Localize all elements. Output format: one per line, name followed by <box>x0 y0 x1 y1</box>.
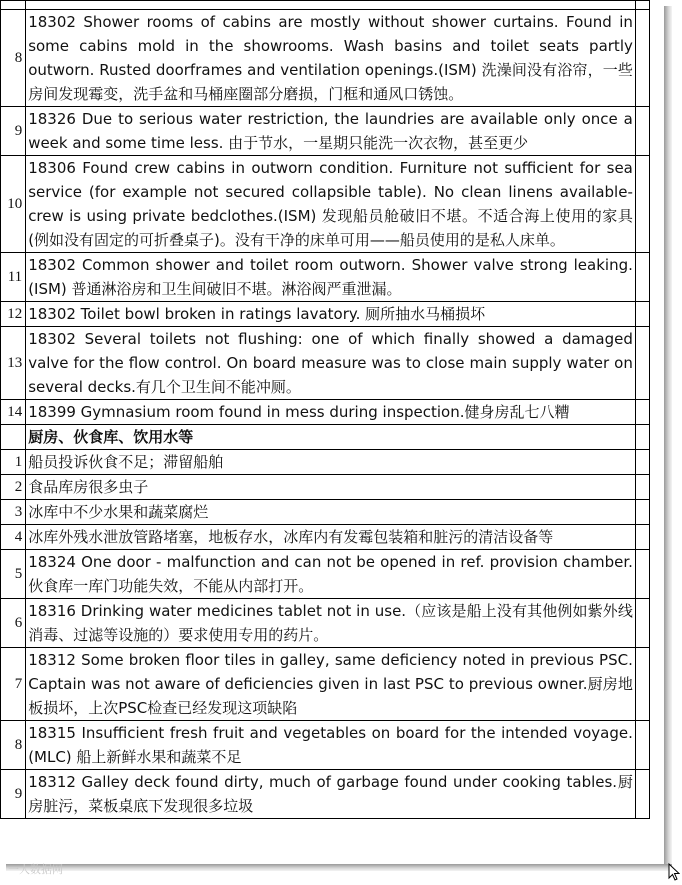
deficiency-text[interactable]: 冰库外残水泄放管路堵塞，地板存水，冰库内有发霉包装箱和脏污的清洁设备等 <box>26 525 636 550</box>
table-row <box>1 500 650 525</box>
empty-cell[interactable] <box>635 599 649 648</box>
empty-cell[interactable] <box>635 648 649 721</box>
empty-cell[interactable] <box>635 10 649 107</box>
deficiency-text[interactable]: 18312 Some broken floor tiles in galley, same deficiency noted in previous PSC. Captain was not aware of deficiencies given in last PSC to previous owner.厨房地板损坏，上次PSC检查已经发现这项缺陷 <box>26 648 636 721</box>
empty-cell[interactable] <box>635 500 649 525</box>
row-number[interactable]: 5 <box>1 550 26 599</box>
row-number[interactable]: 10 <box>1 156 26 253</box>
row-number[interactable]: 14 <box>1 400 26 425</box>
deficiency-text[interactable]: 冰库中不少水果和蔬菜腐烂 <box>26 500 636 525</box>
deficiency-text[interactable]: 18399 Gymnasium room found in mess during inspection.健身房乱七八糟 <box>26 400 636 425</box>
empty-cell[interactable] <box>635 425 649 450</box>
table-row <box>1 550 650 599</box>
empty-cell[interactable] <box>635 770 649 819</box>
deficiency-text[interactable]: 18316 Drinking water medicines tablet not in use.（应该是船上没有其他例如紫外线消毒、过滤等设施的）要求使用专用的药片。 <box>26 599 636 648</box>
table-top-stub-row <box>1 1 650 10</box>
table-row <box>1 327 650 400</box>
empty-cell[interactable] <box>635 327 649 400</box>
table-row <box>1 156 650 253</box>
watermark: 一人数据网 <box>8 863 63 876</box>
deficiency-text[interactable]: 18312 Galley deck found dirty, much of garbage found under cooking tables.厨房脏污，菜板桌底下发现很多垃圾 <box>26 770 636 819</box>
empty-cell[interactable] <box>635 525 649 550</box>
row-number[interactable]: 1 <box>1 450 26 475</box>
deficiency-text[interactable]: 18306 Found crew cabins in outworn condition. Furniture not sufficient for sea service (for example not secured collapsible table). No clean linens available-crew is using private bedclothes.(ISM) 发现船员舱破旧不堪。不适合海上使用的家具(例如没有固定的可折叠桌子)。没有干净的床单可用——船员使用的是私人床单。 <box>26 156 636 253</box>
empty-cell[interactable] <box>635 450 649 475</box>
section-heading-row <box>1 425 650 450</box>
page-shadow-bottom <box>6 864 672 871</box>
row-number[interactable]: 9 <box>1 107 26 156</box>
row-number[interactable]: 4 <box>1 525 26 550</box>
row-number[interactable]: 6 <box>1 599 26 648</box>
table-row <box>1 302 650 327</box>
table-row <box>1 475 650 500</box>
empty-cell[interactable] <box>635 156 649 253</box>
table-row <box>1 525 650 550</box>
deficiency-text[interactable]: 18326 Due to serious water restriction, the laundries are available only once a week and some time less. 由于节水，一星期只能洗一次衣物，甚至更少 <box>26 107 636 156</box>
table-row <box>1 770 650 819</box>
deficiency-text[interactable]: 18302 Common shower and toilet room outworn. Shower valve strong leaking.(ISM) 普通淋浴房和卫生间破旧不堪。淋浴阀严重泄漏。 <box>26 253 636 302</box>
deficiency-text[interactable]: 18324 One door - malfunction and can not be opened in ref. provision chamber. 伙食库一库门功能失效，不能从内部打开。 <box>26 550 636 599</box>
table-row <box>1 648 650 721</box>
deficiency-text[interactable]: 食品库房很多虫子 <box>26 475 636 500</box>
section-heading[interactable]: 厨房、伙食库、饮用水等 <box>26 425 636 450</box>
row-number[interactable]: 13 <box>1 327 26 400</box>
deficiency-text[interactable]: 船员投诉伙食不足；滞留船舶 <box>26 450 636 475</box>
table-row <box>1 253 650 302</box>
row-number[interactable] <box>1 425 26 450</box>
table-row <box>1 400 650 425</box>
deficiency-text[interactable]: 18302 Toilet bowl broken in ratings lavatory. 厕所抽水马桶损坏 <box>26 302 636 327</box>
deficiency-text[interactable]: 18302 Shower rooms of cabins are mostly without shower curtains. Found in some cabins mold in the showrooms. Wash basins and toilet seats partly outworn. Rusted doorframes and ventilation openings.(ISM) 洗澡间没有浴帘，一些房间发现霉变，洗手盆和马桶座圈部分磨损，门框和通风口锈蚀。 <box>26 10 636 107</box>
row-number[interactable]: 8 <box>1 721 26 770</box>
row-number[interactable]: 2 <box>1 475 26 500</box>
row-number[interactable]: 8 <box>1 10 26 107</box>
empty-cell[interactable] <box>635 475 649 500</box>
table-row <box>1 721 650 770</box>
empty-cell[interactable] <box>635 302 649 327</box>
empty-cell[interactable] <box>635 400 649 425</box>
empty-cell[interactable] <box>635 107 649 156</box>
row-number[interactable]: 3 <box>1 500 26 525</box>
deficiency-text[interactable]: 18315 Insufficient fresh fruit and vegetables on board for the intended voyage.(MLC) 船上新鲜水果和蔬菜不足 <box>26 721 636 770</box>
row-number[interactable]: 9 <box>1 770 26 819</box>
table-row <box>1 450 650 475</box>
table-row <box>1 599 650 648</box>
row-number[interactable]: 12 <box>1 302 26 327</box>
empty-cell[interactable] <box>635 253 649 302</box>
empty-cell[interactable] <box>635 550 649 599</box>
deficiency-text[interactable]: 18302 Several toilets not flushing: one of which finally showed a damaged valve for the flow control. On board measure was to close main supply water on several decks.有几个卫生间不能冲厕。 <box>26 327 636 400</box>
table-row <box>1 107 650 156</box>
row-number[interactable]: 11 <box>1 253 26 302</box>
empty-cell[interactable] <box>635 721 649 770</box>
mouse-pointer-icon <box>668 863 680 885</box>
table-row <box>1 10 650 107</box>
page-shadow-right <box>664 6 672 868</box>
row-number[interactable]: 7 <box>1 648 26 721</box>
